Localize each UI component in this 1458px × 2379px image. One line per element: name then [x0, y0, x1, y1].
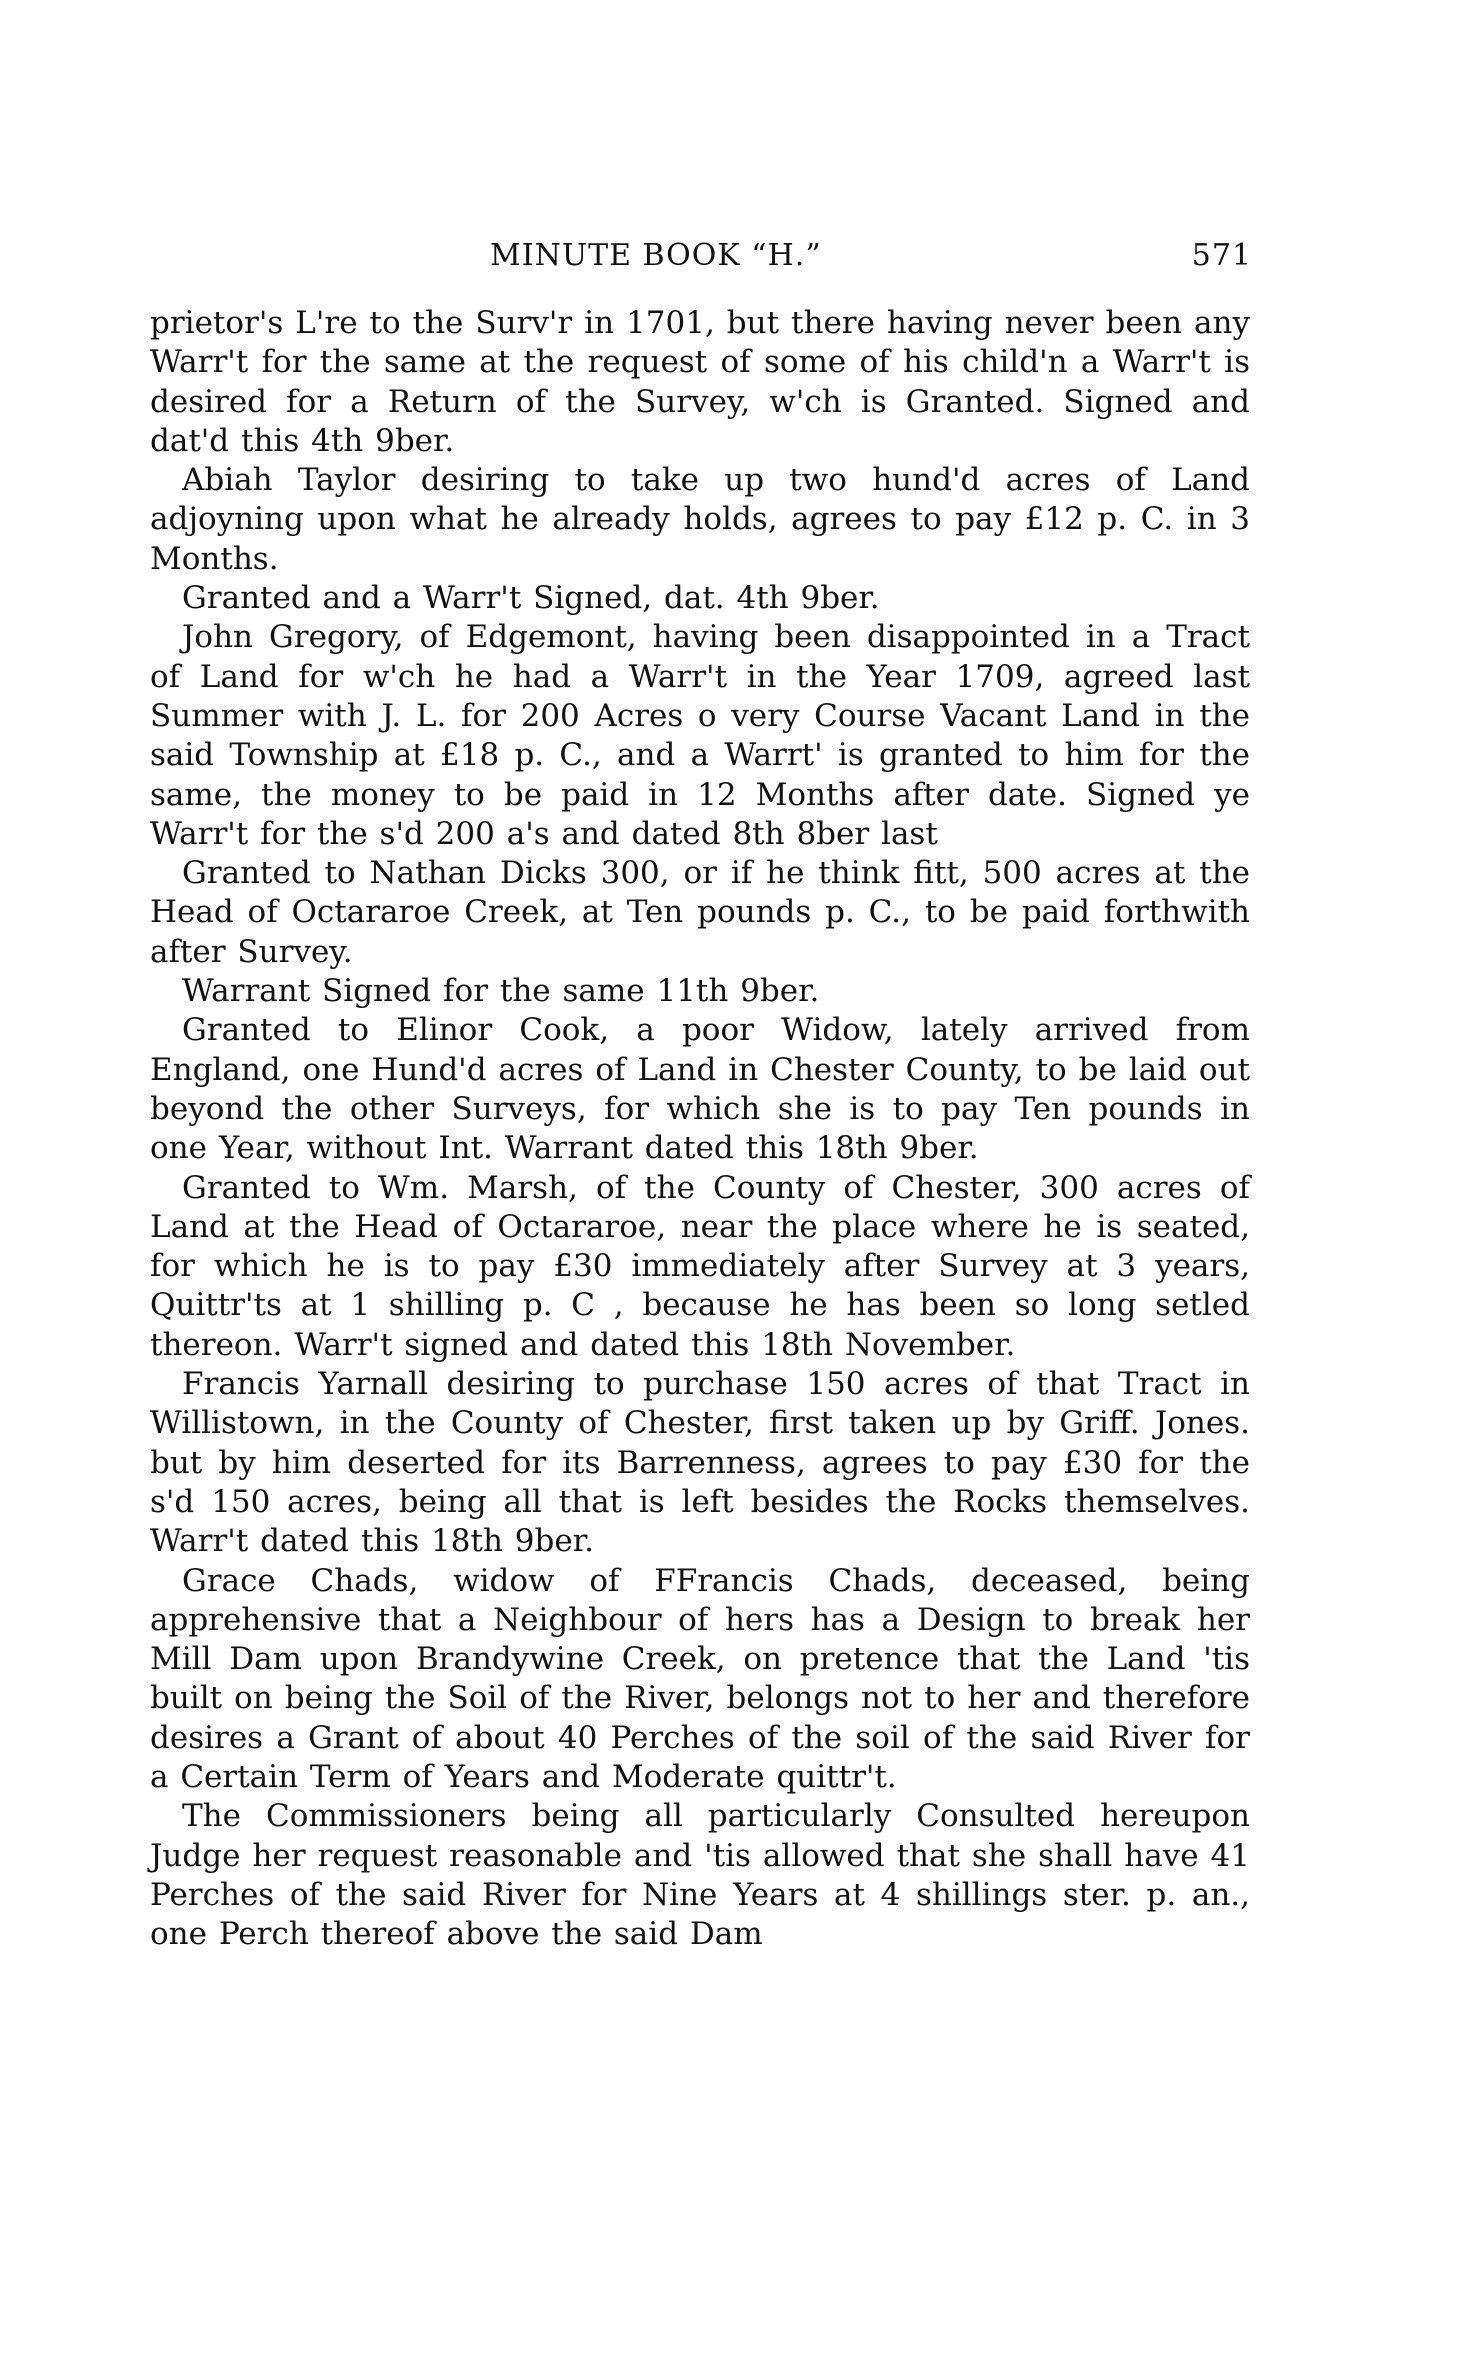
paragraph-elinor-cook: Granted to Elinor Cook, a poor Widow, lately arrived from England, one Hund'd acres of Land in Chester County, to be laid out beyond the other Surveys, for which she is to pay Ten pounds in one Year, without Int. Warrant dated this 18th 9ber.	[150, 1012, 1250, 1167]
paragraph-nathan-dicks: Granted to Nathan Dicks 300, or if he think fitt, 500 acres at the Head of Octararoe Creek, at Ten pounds p. C., to be paid forthwith after Survey.	[150, 855, 1250, 970]
paragraph-abiah-taylor: Abiah Taylor desiring to take up two hund'd acres of Land adjoyning upon what he already holds, agrees to pay £12 p. C. in 3 Months.	[150, 462, 1250, 577]
page-header	[150, 238, 1250, 288]
paragraph-grace-chads: Grace Chads, widow of FFrancis Chads, deceased, being apprehensive that a Neighbour of hers has a Design to break her Mill Dam upon Brandywine Creek, on pretence that the Land 'tis built on being the Soil of the River, belongs not to her and therefore desires a Grant of about 40 Perches of the soil of the said River for a Certain Term of Years and Moderate quittr't.	[150, 1562, 1250, 1795]
page-number: 571	[1191, 238, 1252, 273]
body-text	[150, 304, 1250, 1954]
paragraph-continued: prietor's L're to the Surv'r in 1701, but there having never been any Warr't for the same at the request of some of his child'n a Warr't is desired for a Return of the Survey, w'ch is Granted. Signed and dat'd this 4th 9ber.	[150, 305, 1250, 459]
paragraph-francis-yarnall: Francis Yarnall desiring to purchase 150 acres of that Tract in Willistown, in the County of Chester, first taken up by Griff. Jones. but by him deserted for its Barrenness, agrees to pay £30 for the s'd 150 acres, being all that is left besides the Rocks themselves. Warr't dated this 18th 9ber.	[150, 1366, 1250, 1560]
book-page	[150, 238, 1250, 1954]
running-title: MINUTE BOOK “H.”	[490, 238, 822, 273]
paragraph-granted-warrant: Granted and a Warr't Signed, dat. 4th 9ber.	[182, 580, 880, 617]
paragraph-commissioners: The Commissioners being all particularly Consulted hereupon Judge her request reasonable and 'tis allowed that she shall have 41 Perches of the said River for Nine Years at 4 shillings ster. p. an., one Perch thereof above the said Dam	[150, 1798, 1250, 1953]
paragraph-john-gregory: John Gregory, of Edgemont, having been disappointed in a Tract of Land for w'ch he had a Warr't in the Year 1709, agreed last Summer with J. L. for 200 Acres o very Course Vacant Land in the said Township at £18 p. C., and a Warrt' is granted to him for the same, the money to be paid in 12 Months after date. Signed ye Warr't for the s'd 200 a's and dated 8th 8ber last	[150, 619, 1250, 852]
paragraph-warrant-signed: Warrant Signed for the same 11th 9ber.	[182, 973, 820, 1010]
paragraph-wm-marsh: Granted to Wm. Marsh, of the County of Chester, 300 acres of Land at the Head of Octararoe, near the place where he is seated, for which he is to pay £30 immediately after Survey at 3 years, Quittr'ts at 1 shilling p. C , because he has been so long setled thereon. Warr't signed and dated this 18th November.	[150, 1169, 1250, 1363]
